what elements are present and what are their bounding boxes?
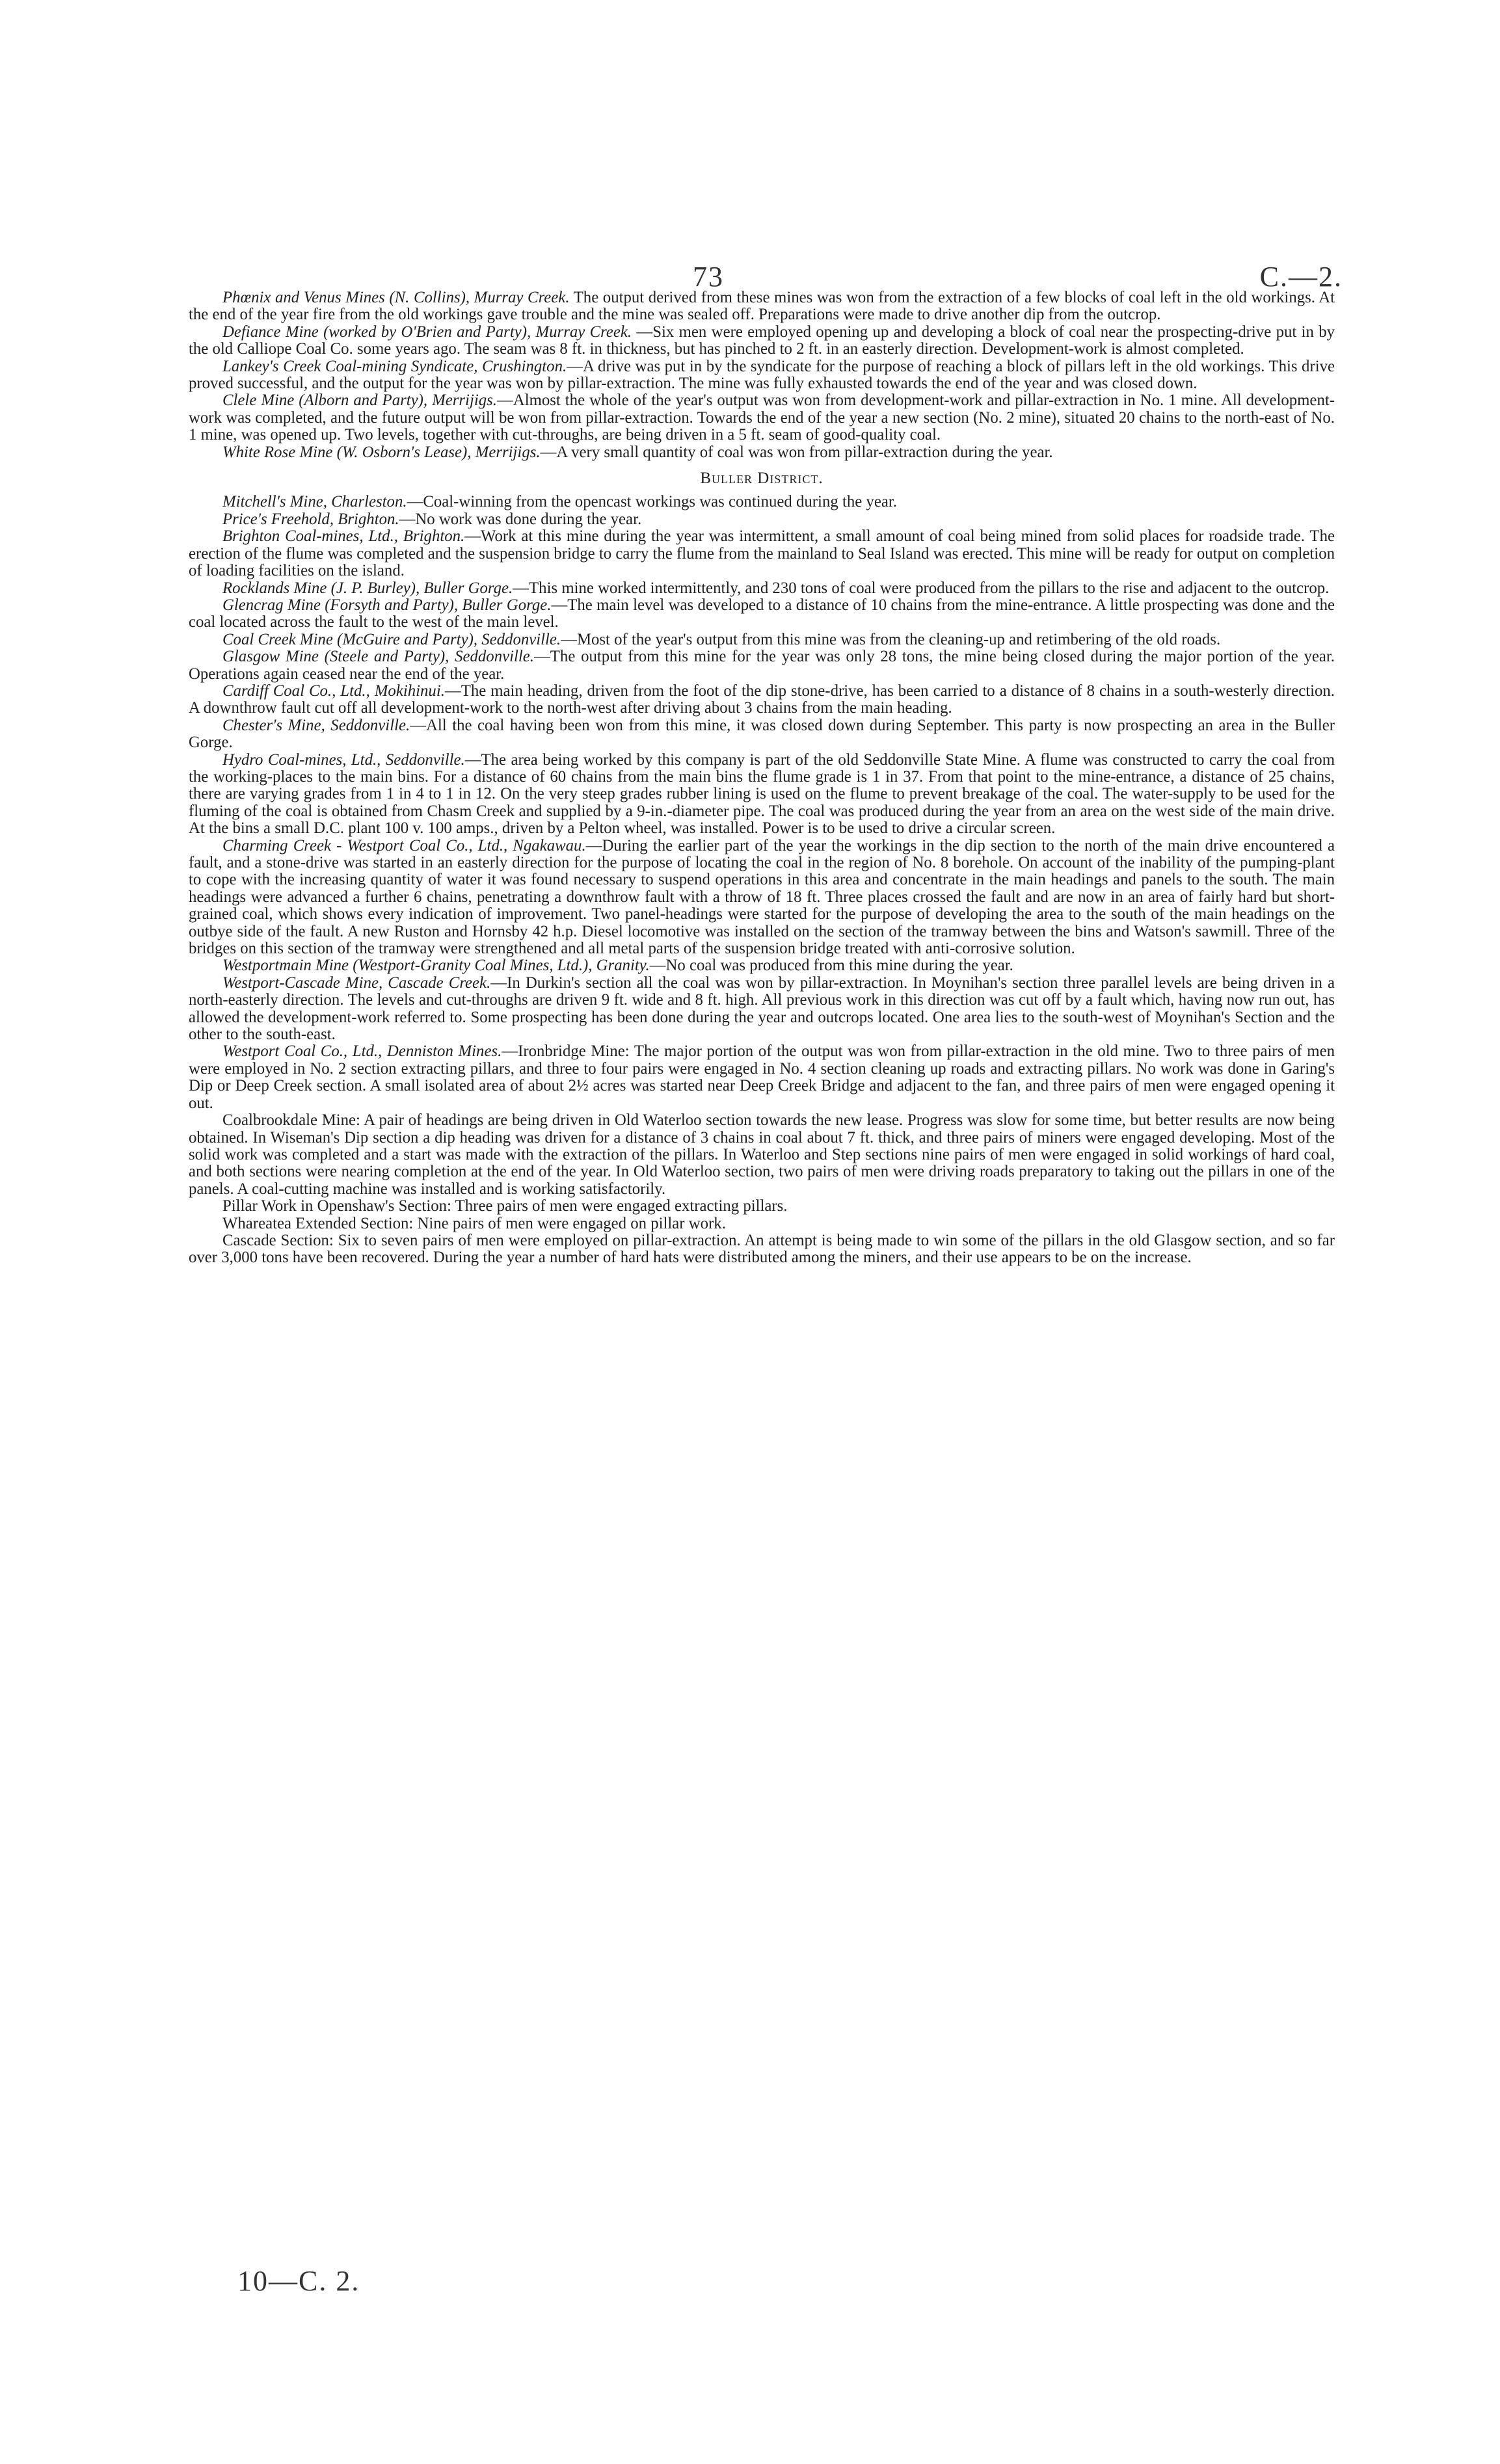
mine-paragraph — [189, 324, 1335, 358]
mine-title: Lankey's Creek Coal-mining Syndicate, Crushington. — [222, 357, 567, 375]
mine-paragraph — [189, 717, 1335, 752]
mine-paragraph — [189, 528, 1335, 579]
mine-text: —This mine worked intermittently, and 230 tons of coal were produced from the pillars to the rise and adjacent to the outcrop. — [513, 579, 1330, 597]
mine-text: —No coal was produced from this mine during the year. — [649, 957, 1013, 975]
mine-text: —The main heading, driven from the foot of the dip stone-drive, has been carried to a distance of 8 chains in a south-westerly direction. A downthrow fault cut off all development-work to the north-west after driving about 3 chains from the main heading. — [189, 682, 1335, 717]
mine-title: White Rose Mine (W. Osborn's Lease), Merrijigs. — [222, 443, 541, 461]
mine-paragraph — [189, 1198, 1335, 1215]
mine-paragraph — [189, 1215, 1335, 1232]
mines-list-upper — [189, 289, 1335, 461]
mine-paragraph — [189, 444, 1335, 461]
mine-title: Charming Creek - Westport Coal Co., Ltd., Ngakawau. — [222, 836, 586, 854]
mine-paragraph — [189, 975, 1335, 1044]
mine-text: Whareatea Extended Section: Nine pairs of men were engaged on pillar work. — [222, 1214, 726, 1232]
mine-text: —Coal-winning from the opencast workings was continued during the year. — [407, 493, 897, 511]
mine-title: Cardiff Coal Co., Ltd., Mokihinui. — [222, 682, 445, 700]
mine-title: Brighton Coal-mines, Ltd., Brighton. — [222, 527, 465, 546]
page-number: 73 — [693, 261, 724, 293]
mine-paragraph — [189, 1232, 1335, 1267]
mine-paragraph — [189, 597, 1335, 631]
mine-text: —During the earlier part of the year the workings in the dip section to the north of the main drive encountered a fault, and a stone-drive was started in an easterly direction for the purpose of locating the coal in the region of No. 8 borehole. On account of the inability of the pumping-plant to cope with the increasing quantity of water it was found necessary to suspend operations in this area and concentrate in the main headings and panels to the south. The main headings were advanced a further 6 chains, penetrating a downthrow fault with a throw of 18 ft. Three places crossed the fault and are now in an area of fairly hard but short-grained coal, which shows every indication of improvement. Two panel-headings were started for the purpose of developing the area to the south of the main headings on the outbye side of the fault. A new Ruston and Hornsby 42 h.p. Diesel locomotive was installed on the section of the tramway between the bins and Watson's sawmill. Three of the bridges on this section of the tramway were strengthened and all metal parts of the suspension bridge treated with anti-corrosive solution. — [189, 836, 1335, 958]
mine-text: Cascade Section: Six to seven pairs of men were employed on pillar-extraction. An attempt is being made to win some of the pillars in the old Glasgow section, and so far over 3,000 tons have been recovered. During the year a number of hard hats were distributed among the miners, and their use appears to be on the increase. — [189, 1231, 1335, 1267]
mine-title: Defiance Mine (worked by O'Brien and Party), Murray Creek. — [222, 323, 632, 341]
mine-paragraph — [189, 511, 1335, 528]
mine-title: Mitchell's Mine, Charleston. — [222, 493, 407, 511]
mine-paragraph — [189, 631, 1335, 648]
mine-paragraph — [189, 752, 1335, 838]
mine-paragraph — [189, 580, 1335, 597]
mine-title: Price's Freehold, Brighton. — [222, 510, 399, 528]
mine-text: Pillar Work in Openshaw's Section: Three pairs of men were engaged extracting pillars. — [222, 1197, 788, 1215]
mine-text: —In Durkin's section all the coal was won by pillar-extraction. In Moynihan's section three parallel levels are being driven in a north-easterly direction. The levels and cut-throughs are driven 9 ft. wide and 8 ft. high. All previous work in this direction was cut off by a fault which, having now run out, has allowed the development-work referred to. Some prospecting has been done during the year and outcrops located. One area lies to the south-west of Moynihan's Section and the other to the south-east. — [189, 974, 1335, 1044]
mine-text: —No work was done during the year. — [399, 510, 642, 528]
mine-title: Westport Coal Co., Ltd., Denniston Mines. — [222, 1042, 502, 1061]
mine-text: —The main level was developed to a distance of 10 chains from the mine-entrance. A little prospecting was done and the coal located across the fault to the west of the main level. — [189, 596, 1335, 631]
mine-text: —Ironbridge Mine: The major portion of the output was won from pillar-extraction in the old mine. Two to three pairs of men were employed in No. 2 section extracting pillars, and three to four pairs were engaged in No. 4 section cleaning up roads and extracting pillars. No work was done in Garing's Dip or Deep Creek section. A small isolated area of about 2½ acres was started near Deep Creek Bridge and adjacent to the fan, and three pairs of men were engaged opening it out. — [189, 1042, 1335, 1112]
mine-paragraph — [189, 289, 1335, 324]
mine-text: —Almost the whole of the year's output was won from development-work and pillar-extraction in No. 1 mine. All development-work was completed, and the future output will be won from pillar-extraction. Towards the end of the year a new section (No. 2 mine), situated 20 chains to the north-east of No. 1 mine, was opened up. Two levels, together with cut-throughs, are being driven in a 5 ft. seam of good-quality coal. — [189, 391, 1335, 444]
mines-list-buller — [189, 494, 1335, 1266]
mine-title: Phœnix and Venus Mines (N. Collins), Murray Creek. — [222, 289, 570, 306]
paper-reference: C.—2. — [1259, 261, 1343, 293]
signature-mark: 10—C. 2. — [237, 2265, 360, 2297]
mine-text: —A drive was put in by the syndicate for the purpose of reaching a block of pillars left in the old workings. This drive proved successful, and the output for the year was won by pillar-extraction. The mine was fully exhausted towards the end of the year and was closed down. — [189, 357, 1335, 393]
mine-title: Westportmain Mine (Westport-Granity Coal Mines, Ltd.), Granity. — [222, 957, 650, 975]
mine-paragraph — [189, 1043, 1335, 1112]
mine-title: Rocklands Mine (J. P. Burley), Buller Gorge. — [222, 579, 513, 597]
mine-text: —The output from this mine for the year was only 28 tons, the mine being closed during the major portion of the year. Operations again ceased near the end of the year. — [189, 648, 1335, 683]
mine-paragraph — [189, 683, 1335, 717]
mine-title: Westport-Cascade Mine, Cascade Creek. — [222, 974, 491, 992]
mine-paragraph — [189, 392, 1335, 444]
mine-title: Glencrag Mine (Forsyth and Party), Buller Gorge. — [222, 596, 552, 614]
mine-text: Coalbrookdale Mine: A pair of headings are being driven in Old Waterloo section towards the new lease. Progress was slow for some time, but better results are now being obtained. In Wiseman's Dip section a dip heading was driven for a distance of 3 chains in coal about 7 ft. thick, and three pairs of miners were engaged developing. Most of the solid work was completed and a start was made with the extraction of the pillars. In Waterloo and Step sections nine pairs of men were engaged in solid workings of hard coal, and both sections were nearing completion at the end of the year. In Old Waterloo section, two pairs of men were driving roads preparatory to taking out the pillars in one of the panels. A coal-cutting machine was installed and is working satisfactorily. — [189, 1111, 1335, 1198]
mine-paragraph — [189, 648, 1335, 683]
mine-title: Coal Creek Mine (McGuire and Party), Seddonville. — [222, 630, 561, 648]
mine-title: Hydro Coal-mines, Ltd., Seddonville. — [222, 750, 465, 769]
report-body — [189, 289, 1335, 1267]
mine-paragraph — [189, 957, 1335, 974]
mine-paragraph — [189, 494, 1335, 510]
mine-paragraph — [189, 1112, 1335, 1198]
mine-text: —Six men were employed opening up and developing a block of coal near the prospecting-drive put in by the old Calliope Coal Co. some years ago. The seam was 8 ft. in thickness, but has pinched to 2 ft. in an easterly direction. Development-work is almost completed. — [189, 323, 1335, 358]
mine-text: —All the coal having been won from this mine, it was closed down during September. This party is now prospecting an area in the Buller Gorge. — [189, 716, 1335, 752]
mine-text: —Work at this mine during the year was intermittent, a small amount of coal being mined from solid places for roadside trade. The erection of the flume was completed and the suspension bridge to carry the flume from the mainland to Seal Island was erected. This mine will be ready for output on completion of loading facilities on the island. — [189, 527, 1335, 580]
mine-title: Clele Mine (Alborn and Party), Merrijigs. — [222, 391, 497, 410]
mine-title: Glasgow Mine (Steele and Party), Seddonville. — [222, 648, 534, 666]
mine-paragraph — [189, 358, 1335, 393]
mine-text: —A very small quantity of coal was won from pillar-extraction during the year. — [540, 443, 1053, 461]
mine-paragraph — [189, 838, 1335, 958]
mine-text: The output derived from these mines was won from the extraction of a few blocks of coal left in the old workings. At the end of the year fire from the old workings gave trouble and the mine was sealed off. Preparations were made to drive another dip from the outcrop. — [189, 289, 1335, 324]
mine-text: —Most of the year's output from this mine was from the cleaning-up and retimbering of the old roads. — [561, 630, 1221, 648]
mine-text: —The area being worked by this company is part of the old Seddonville State Mine. A flume was constructed to carry the coal from the working-places to the main bins. For a distance of 60 chains from the main bins the flume grade is 1 in 37. From that point to the mine-entrance, a distance of 25 chains, there are varying grades from 1 in 4 to 1 in 12. On the very steep grades rubber lining is used on the flume to prevent breakage of the coal. The water-supply to be used for the fluming of the coal is obtained from Chasm Creek and supplied by a 9-in.-diameter pipe. The coal was produced during the year from an area on the west side of the main drive. At the bins a small D.C. plant 100 v. 100 amps., driven by a Pelton wheel, was installed. Power is to be used to drive a circular screen. — [189, 750, 1335, 838]
section-heading-buller-district: Buller District. — [700, 470, 824, 488]
mine-title: Chester's Mine, Seddonville. — [222, 716, 410, 734]
